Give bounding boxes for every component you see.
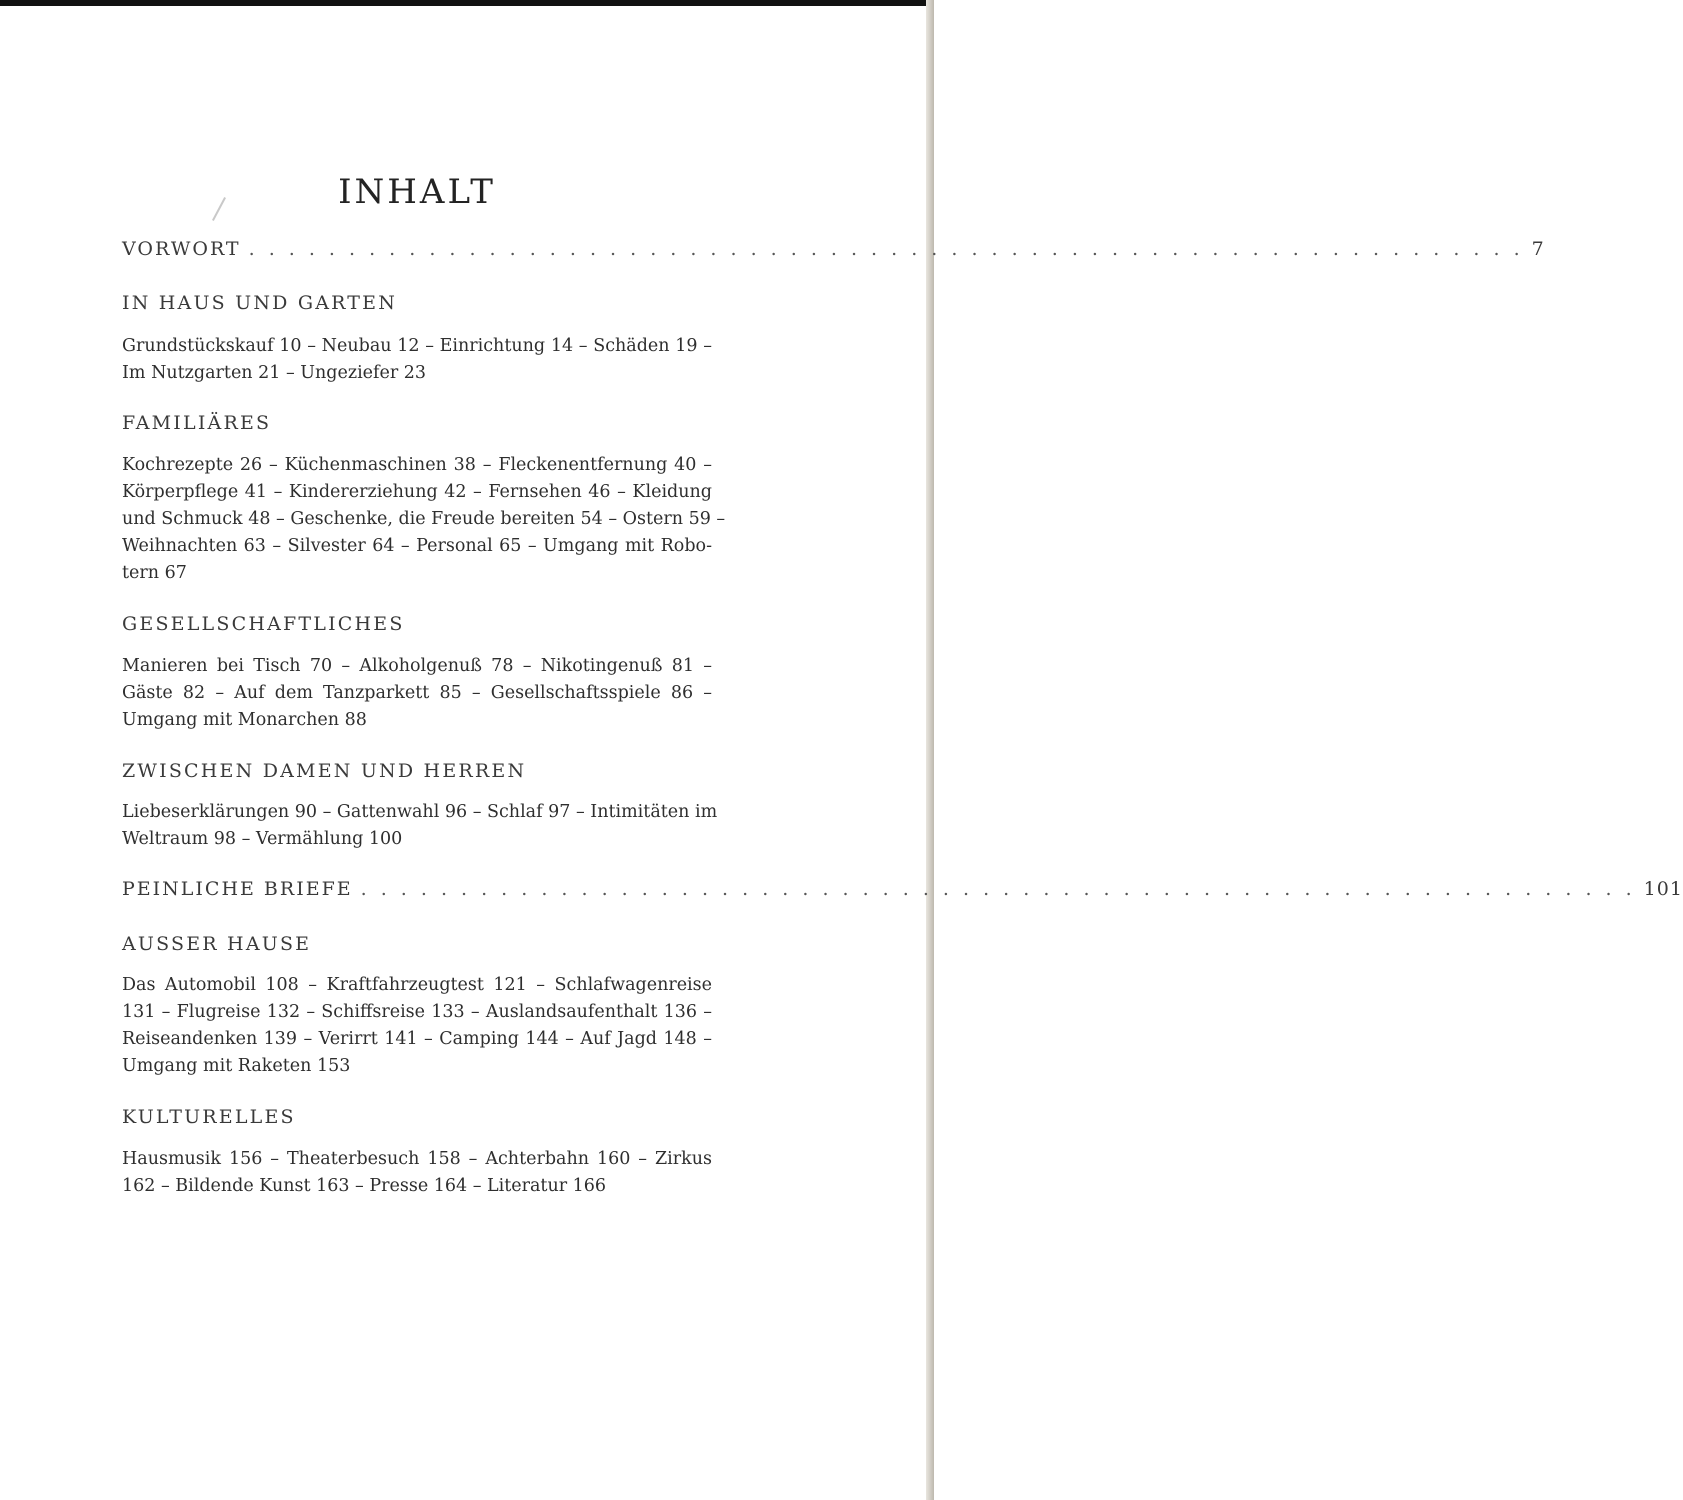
- toc-entry-label: PEINLICHE BRIEFE: [122, 878, 353, 900]
- toc-line: tern 67: [122, 563, 187, 583]
- toc-line: 162 – Bildende Kunst 163 – Presse 164 – Literatur 166: [122, 1176, 607, 1196]
- toc-line: Hausmusik 156 – Theaterbesuch 158 – Achterbahn 160 – Zirkus: [122, 1149, 712, 1169]
- toc-leader-dots: . . . . . . . . . . . . . . . . . . . . . . . . . . . . . . . . . . . . . . . . . . . . . . . . . . . . . . . . . . . . . . . .: [360, 878, 1636, 900]
- page-title: INHALT: [338, 172, 496, 212]
- toc-line: Umgang mit Monarchen 88: [122, 710, 367, 730]
- section-heading-kulturelles: KULTURELLES: [122, 1106, 296, 1128]
- toc-line: Weihnachten 63 – Silvester 64 – Personal 65 – Umgang mit Robo-: [122, 536, 712, 556]
- section-heading-damen-herren: ZWISCHEN DAMEN UND HERREN: [122, 760, 527, 782]
- section-heading-familiaeres: FAMILIÄRES: [122, 412, 272, 434]
- section-heading-gesellschaftliches: GESELLSCHAFTLICHES: [122, 613, 405, 635]
- toc-page-number: 101: [1643, 878, 1683, 900]
- toc-line: und Schmuck 48 – Geschenke, die Freude bereiten 54 – Ostern 59 –: [122, 509, 726, 529]
- toc-line: Umgang mit Raketen 153: [122, 1056, 351, 1076]
- section-body-kulturelles: [122, 1146, 712, 1200]
- toc-entry-peinliche-briefe: [122, 878, 1683, 900]
- toc-line: Weltraum 98 – Vermählung 100: [122, 829, 403, 849]
- toc-line: Grundstückskauf 10 – Neubau 12 – Einrichtung 14 – Schäden 19 –: [122, 336, 712, 356]
- section-body-gesellschaftliches: [122, 653, 712, 734]
- section-body-ausser-hause: [122, 972, 712, 1080]
- section-heading-ausser-hause: AUSSER HAUSE: [122, 933, 312, 955]
- section-heading-haus-garten: IN HAUS UND GARTEN: [122, 292, 398, 314]
- section-body-familiaeres: [122, 452, 726, 587]
- toc-line: Körperpflege 41 – Kindererziehung 42 – Fernsehen 46 – Kleidung: [122, 482, 712, 502]
- toc-line: Manieren bei Tisch 70 – Alkoholgenuß 78 – Nikotingenuß 81 –: [122, 656, 712, 676]
- page-right-edge: [926, 0, 934, 1500]
- page-top-edge: [0, 0, 934, 6]
- toc-entry-vorwort: [122, 238, 1545, 260]
- toc-line: Das Automobil 108 – Kraftfahrzeugtest 121 – Schlafwagenreise: [122, 975, 712, 995]
- toc-line: 131 – Flugreise 132 – Schiffsreise 133 – Auslandsaufenthalt 136 –: [122, 1002, 712, 1022]
- section-body-haus-garten: [122, 333, 712, 387]
- section-body-damen-herren: [122, 799, 718, 853]
- toc-page-number: 7: [1531, 238, 1545, 260]
- toc-line: Gäste 82 – Auf dem Tanzparkett 85 – Gesellschaftsspiele 86 –: [122, 683, 712, 703]
- toc-line: Im Nutzgarten 21 – Ungeziefer 23: [122, 363, 427, 383]
- toc-line: Liebeserklärungen 90 – Gattenwahl 96 – Schlaf 97 – Intimitäten im: [122, 802, 718, 822]
- toc-entry-label: VORWORT: [122, 238, 241, 260]
- toc-line: Reiseandenken 139 – Verirrt 141 – Camping 144 – Auf Jagd 148 –: [122, 1029, 712, 1049]
- toc-line: Kochrezepte 26 – Küchenmaschinen 38 – Fleckenentfernung 40 –: [122, 455, 712, 475]
- toc-leader-dots: . . . . . . . . . . . . . . . . . . . . . . . . . . . . . . . . . . . . . . . . . . . . . . . . . . . . . . . . . . . . . . . .: [248, 238, 1524, 260]
